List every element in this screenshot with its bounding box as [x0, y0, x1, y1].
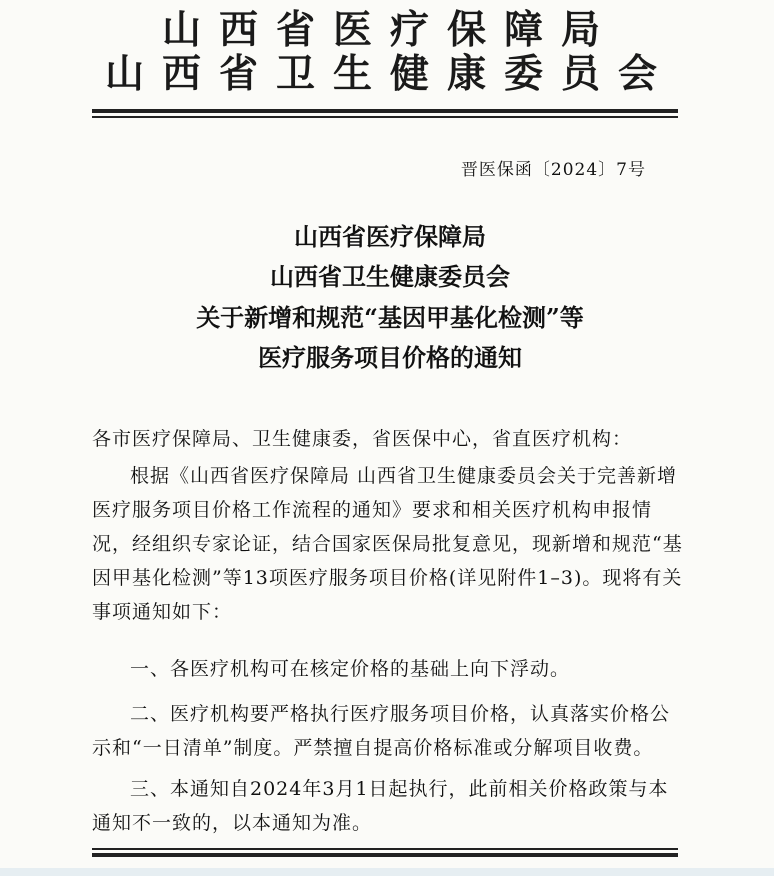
title-line-1: 山西省医疗保障局	[294, 222, 486, 251]
addressee: 各市医疗保障局、卫生健康委，省医保中心，省直医疗机构：	[92, 428, 633, 450]
title-line-4: 医疗服务项目价格的通知	[258, 343, 522, 372]
title-line-3: 关于新增和规范“基因甲基化检测”等	[196, 303, 584, 332]
header-rule-thick	[92, 109, 678, 113]
item-1: 一、各医疗机构可在核定价格的基础上向下浮动。	[130, 658, 571, 680]
scan-edge	[0, 868, 774, 876]
document-number: 晋医保函〔2024〕7号	[460, 160, 646, 180]
footer-rule-thick	[92, 853, 678, 857]
issuer-header-line-1: 山西省医疗保障局	[161, 7, 618, 53]
item-3: 三、本通知自2024年3月1日起执行，此前相关价格政策与本通知不一致的，以本通知为准。	[92, 778, 669, 834]
footer-rule-thin	[92, 848, 678, 850]
title-line-2: 山西省卫生健康委员会	[270, 262, 510, 291]
intro-paragraph: 根据《山西省医疗保障局 山西省卫生健康委员会关于完善新增医疗服务项目价格工作流程的通知》要求和相关医疗机构申报情况，经组织专家论证，结合国家医保局批复意见，现新增和规范“基因甲基化检测”等13项医疗服务项目价格(详见附件1–3)。现将有关事项通知如下：	[92, 465, 683, 623]
item-2: 二、医疗机构要严格执行医疗服务项目价格，认真落实价格公示和“一日清单”制度。严禁擅自提高价格标准或分解项目收费。	[92, 703, 671, 759]
header-rule-thin	[92, 116, 678, 118]
issuer-header-line-2: 山西省卫生健康委员会	[104, 51, 675, 97]
